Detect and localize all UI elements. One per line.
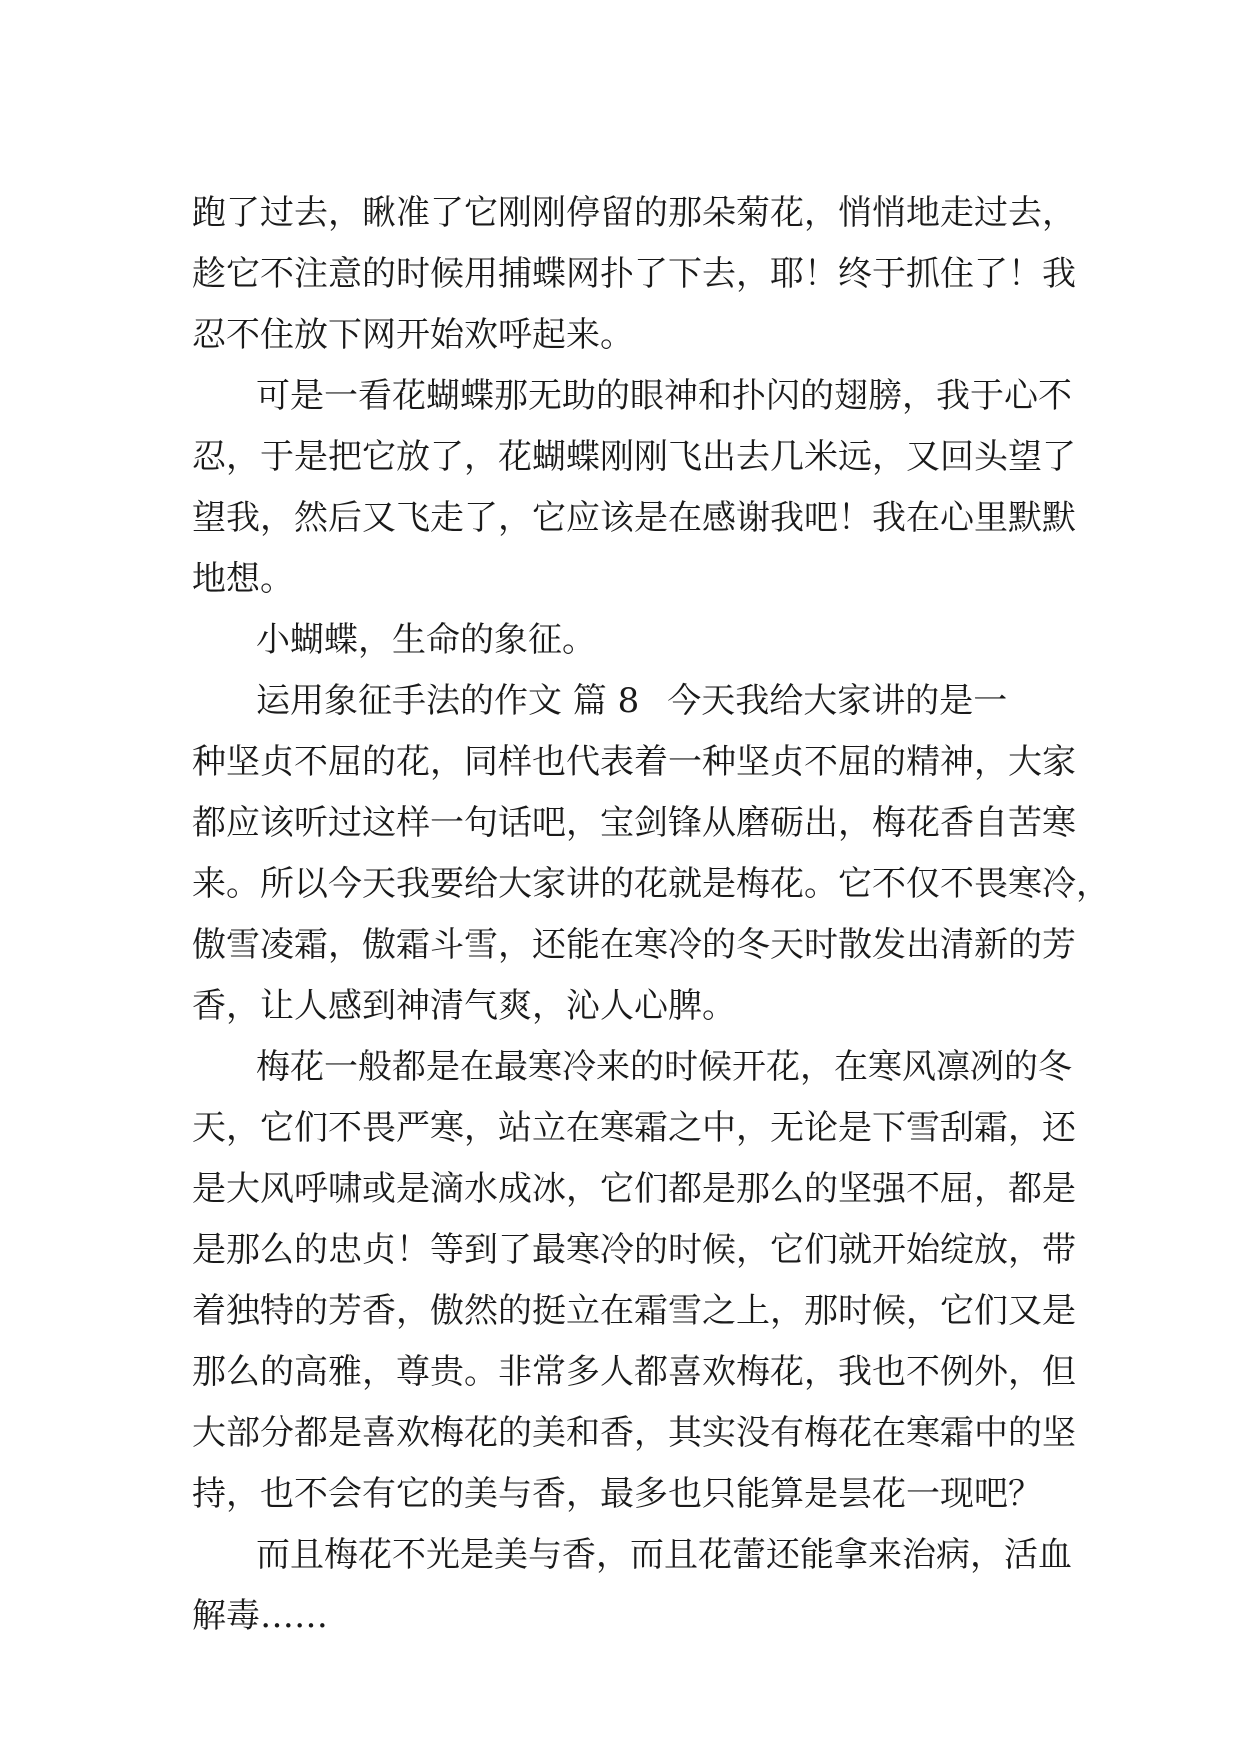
- text-line: 种坚贞不屈的花，同样也代表着一种坚贞不屈的精神，大家: [192, 743, 1076, 782]
- paragraph-start-text: 今天我给大家讲的是一: [667, 682, 1008, 721]
- text-line: 忍不住放下网开始欢呼起来。: [192, 316, 634, 355]
- text-line: 持，也不会有它的美与香，最多也只能算是昙花一现吧？: [192, 1475, 1042, 1514]
- text-line: 是大风呼啸或是滴水成冰，它们都是那么的坚强不屈，都是: [192, 1170, 1076, 1209]
- section-heading-line: [192, 682, 1112, 743]
- text-line: 大部分都是喜欢梅花的美和香，其实没有梅花在寒霜中的坚: [192, 1414, 1076, 1453]
- text-line: 解毒……: [192, 1597, 328, 1636]
- paragraph-start-line: 可是一看花蝴蝶那无助的眼神和扑闪的翅膀，我于心不: [256, 377, 1072, 416]
- text-line: 跑了过去，瞅准了它刚刚停留的那朵菊花，悄悄地走过去，: [192, 194, 1076, 233]
- section-heading: 运用象征手法的作文 篇 8: [256, 682, 640, 721]
- text-line: 地想。: [192, 560, 294, 599]
- text-line: 忍，于是把它放了，花蝴蝶刚刚飞出去几米远，又回头望了: [192, 438, 1076, 477]
- text-line: 那么的高雅，尊贵。非常多人都喜欢梅花，我也不例外，但: [192, 1353, 1076, 1392]
- paragraph-start-line: 而且梅花不光是美与香，而且花蕾还能拿来治病，活血: [256, 1536, 1072, 1575]
- text-line: 香，让人感到神清气爽，沁人心脾。: [192, 987, 736, 1026]
- text-line: 都应该听过这样一句话吧，宝剑锋从磨砺出，梅花香自苦寒: [192, 804, 1076, 843]
- text-line: 天，它们不畏严寒，站立在寒霜之中，无论是下雪刮霜，还: [192, 1109, 1076, 1148]
- text-line: 来。所以今天我要给大家讲的花就是梅花。它不仅不畏寒冷，: [192, 865, 1110, 904]
- text-line: 傲雪凌霜，傲霜斗雪，还能在寒冷的冬天时散发出清新的芳: [192, 926, 1076, 965]
- document-body: [192, 194, 1112, 1658]
- text-line: 着独特的芳香，傲然的挺立在霜雪之上，那时候，它们又是: [192, 1292, 1076, 1331]
- text-line: 趁它不注意的时候用捕蝶网扑了下去，耶！终于抓住了！我: [192, 255, 1076, 294]
- paragraph-start-line: 梅花一般都是在最寒冷来的时候开花，在寒风凛冽的冬: [256, 1048, 1072, 1087]
- text-line: 是那么的忠贞！等到了最寒冷的时候，它们就开始绽放，带: [192, 1231, 1076, 1270]
- paragraph-start-line: 小蝴蝶，生命的象征。: [256, 621, 596, 660]
- text-line: 望我，然后又飞走了，它应该是在感谢我吧！我在心里默默: [192, 499, 1076, 538]
